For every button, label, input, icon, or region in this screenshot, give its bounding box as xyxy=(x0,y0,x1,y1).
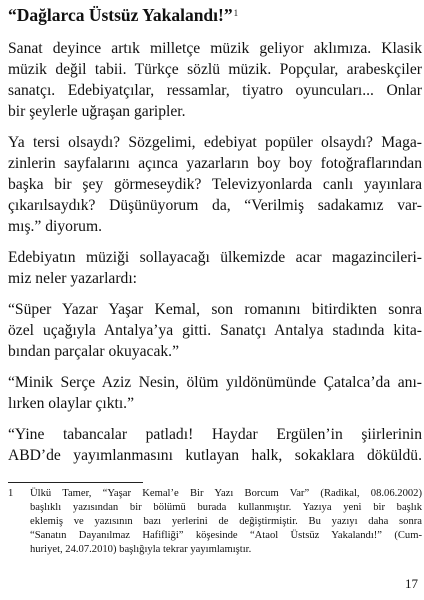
paragraph-3 xyxy=(8,247,422,289)
footnote xyxy=(8,487,422,557)
text-line: başka bir şey görmeseydik? Televizyonlarda canlı yayınlara xyxy=(8,176,422,193)
paragraph-4 xyxy=(8,299,422,362)
paragraph-2 xyxy=(8,132,422,237)
footnote-number: 1 xyxy=(8,488,14,499)
text-line: bir şeylerle uğraşan garipler. xyxy=(8,103,186,120)
text-line: Sanat deyince artık milletçe müzik geliyor aklımıza. Klasik xyxy=(8,40,422,57)
text-line: lırken olaylar çıktı.” xyxy=(8,395,134,412)
text-line: “Yine tabancalar patladı! Haydar Ergülen’in şiirlerinin xyxy=(8,426,422,443)
footnote-line: “Sanatın Dayanılmaz Hafifliği” köşesinde “Ataol Üstsüz Yakalandı!” (Cum- xyxy=(30,530,422,541)
paragraph-1 xyxy=(8,38,422,122)
text-line: “Minik Serçe Aziz Nesin, ölüm yıldönümünde Çatalca’da anı- xyxy=(8,374,422,391)
text-line: zinlerin sayfalarını açınca yazarların boy boy fotoğraflarından xyxy=(8,155,422,172)
text-line: Ya tersi olsaydı? Sözgelimi, edebiyat popüler olsaydı? Maga- xyxy=(8,134,422,151)
footnote-line: başlıklı yazısından bir bölümü burada kullanmıştır. Yazıya yeni bir başlık xyxy=(30,502,422,513)
text-line: bından parçalar okuyacak.” xyxy=(8,343,180,360)
footnote-line: Ülkü Tamer, “Yaşar Kemal’e Bir Yazı Borcum Var” (Radikal, 08.06.2002) xyxy=(30,488,422,499)
page-body xyxy=(8,3,422,476)
footnote-divider xyxy=(8,482,143,483)
footnote-line: eklemiş ve yazısının bazı yerlerini de değiştirmiştir. Bu yazıyı daha sonra xyxy=(30,516,422,527)
paragraph-6 xyxy=(8,424,422,466)
title-text: “Dağlarca Üstsüz Yakalandı!” xyxy=(8,5,233,25)
text-line: özel uçağıyla Antalya’ya gitti. Sanatçı Antalya stadında kita- xyxy=(8,322,422,339)
page-number: 17 xyxy=(405,576,418,591)
text-line: ABD’de yayımlanmasını kutlayan halk, sokaklara döküldü. xyxy=(8,447,422,464)
paragraph-5 xyxy=(8,372,422,414)
text-line: miz neler yazarlardı: xyxy=(8,270,138,287)
text-line: Edebiyatın müziği sollayacağı ülkemizde acar magazincileri- xyxy=(8,249,422,266)
page-title xyxy=(8,3,422,27)
footnote-line: huriyet, 24.07.2010) başlığıyla tekrar yayımlamıştır. xyxy=(30,544,252,555)
text-line: sanatçı. Edebiyatçılar, ressamlar, tiyatro oyuncuları... Onlar xyxy=(8,82,422,99)
text-line: müzik değil tabii. Türkçe sözlü müzik. Popçular, arabeskçiler xyxy=(8,61,422,78)
text-line: mış.” diyorum. xyxy=(8,218,102,235)
title-footnote-mark: 1 xyxy=(233,8,239,18)
footnote-text xyxy=(30,487,422,557)
text-line: çıkarılsaydık? Düşünüyorum da, “Verilmiş sadakamız var- xyxy=(8,197,422,214)
text-line: “Süper Yazar Yaşar Kemal, son romanını bitirdikten sonra xyxy=(8,301,422,318)
